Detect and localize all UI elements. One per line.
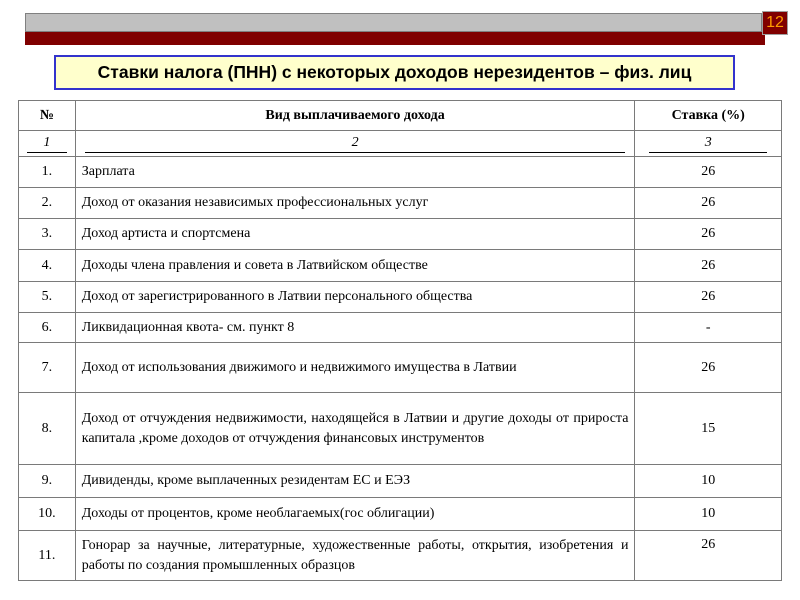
page-number: 12	[762, 11, 788, 35]
row-rate: 26	[635, 188, 782, 219]
slide-title: Ставки налога (ПНН) с некоторых доходов нерезидентов – физ. лиц	[54, 55, 735, 90]
column-index: 3	[635, 131, 782, 157]
tax-rates-table	[18, 100, 782, 581]
header-bar-maroon	[25, 32, 765, 45]
table-row	[19, 465, 782, 498]
row-income-type: Доходы от процентов, кроме необлагаемых(гос облигации)	[75, 498, 635, 531]
row-rate: -	[635, 313, 782, 343]
row-income-type: Доход от использования движимого и недвижимого имущества в Латвии	[75, 343, 635, 393]
row-income-type: Дивиденды, кроме выплаченных резидентам ЕС и ЕЭЗ	[75, 465, 635, 498]
row-rate: 26	[635, 157, 782, 188]
row-rate: 10	[635, 465, 782, 498]
column-index-row	[19, 131, 782, 157]
row-number: 6.	[19, 313, 76, 343]
row-income-type: Доход от зарегистрированного в Латвии персонального общества	[75, 282, 635, 313]
table-row	[19, 250, 782, 282]
column-index: 1	[19, 131, 76, 157]
row-rate: 26	[635, 531, 782, 581]
header-number: №	[19, 101, 76, 131]
row-number: 4.	[19, 250, 76, 282]
table-row	[19, 393, 782, 465]
row-number: 1.	[19, 157, 76, 188]
table-row	[19, 188, 782, 219]
row-number: 3.	[19, 219, 76, 250]
column-index: 2	[75, 131, 635, 157]
row-rate: 10	[635, 498, 782, 531]
row-rate: 26	[635, 343, 782, 393]
row-number: 2.	[19, 188, 76, 219]
row-income-type: Доход артиста и спортсмена	[75, 219, 635, 250]
row-income-type: Ликвидационная квота- см. пункт 8	[75, 313, 635, 343]
row-number: 7.	[19, 343, 76, 393]
table-row	[19, 343, 782, 393]
table-row	[19, 531, 782, 581]
row-income-type: Доходы члена правления и совета в Латвийском обществе	[75, 250, 635, 282]
row-income-type: Зарплата	[75, 157, 635, 188]
row-number: 5.	[19, 282, 76, 313]
row-income-type: Доход от оказания независимых профессиональных услуг	[75, 188, 635, 219]
row-rate: 15	[635, 393, 782, 465]
row-rate: 26	[635, 219, 782, 250]
header-bar-grey	[25, 13, 762, 32]
row-number: 11.	[19, 531, 76, 581]
row-rate: 26	[635, 282, 782, 313]
table-header-row	[19, 101, 782, 131]
row-number: 8.	[19, 393, 76, 465]
table-row	[19, 219, 782, 250]
row-rate: 26	[635, 250, 782, 282]
row-number: 9.	[19, 465, 76, 498]
table-row	[19, 498, 782, 531]
table-row	[19, 157, 782, 188]
table-row	[19, 282, 782, 313]
row-number: 10.	[19, 498, 76, 531]
header-rate: Ставка (%)	[635, 101, 782, 131]
row-income-type: Доход от отчуждения недвижимости, находящейся в Латвии и другие доходы от прироста капитала ,кроме доходов от отчуждения финансовых инструментов	[75, 393, 635, 465]
row-income-type: Гонорар за научные, литературные, художественные работы, открытия, изобретения и работы по создания промышленных образцов	[75, 531, 635, 581]
header-income-type: Вид выплачиваемого дохода	[75, 101, 635, 131]
table-row	[19, 313, 782, 343]
